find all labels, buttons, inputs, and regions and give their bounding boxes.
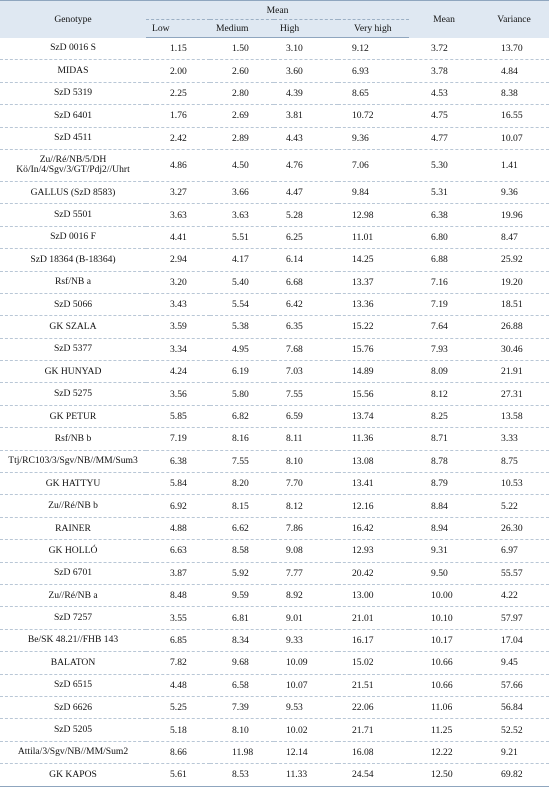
mean-cell: 7.16 xyxy=(409,271,479,293)
genotype-cell: GK KAPOS xyxy=(0,764,146,786)
variance-cell: 10.07 xyxy=(479,127,549,149)
table-row xyxy=(0,629,549,651)
very-high-cell: 9.84 xyxy=(338,181,409,203)
mean-cell: 8.84 xyxy=(409,495,479,517)
high-cell: 7.55 xyxy=(274,383,338,405)
very-high-cell: 9.12 xyxy=(338,38,409,60)
medium-cell: 2.89 xyxy=(210,127,274,149)
very-high-cell: 15.56 xyxy=(338,383,409,405)
medium-cell: 6.82 xyxy=(210,405,274,427)
high-cell: 8.12 xyxy=(274,495,338,517)
genotype-cell: SzD 5377 xyxy=(0,338,146,360)
very-high-cell: 24.54 xyxy=(338,764,409,786)
table-row xyxy=(0,226,549,248)
mean-cell: 5.31 xyxy=(409,181,479,203)
variance-cell: 26.30 xyxy=(479,517,549,539)
high-cell: 9.53 xyxy=(274,696,338,718)
table-row xyxy=(0,316,549,338)
medium-cell: 9.59 xyxy=(210,584,274,606)
variance-cell: 4.84 xyxy=(479,60,549,82)
low-cell: 4.48 xyxy=(146,674,210,696)
high-cell: 6.14 xyxy=(274,249,338,271)
low-cell: 7.82 xyxy=(146,652,210,674)
genotype-cell: SzD 4511 xyxy=(0,127,146,149)
table-row xyxy=(0,696,549,718)
low-cell: 5.18 xyxy=(146,719,210,741)
high-cell: 9.08 xyxy=(274,540,338,562)
low-header: Low xyxy=(146,20,210,38)
high-cell: 4.39 xyxy=(274,82,338,104)
low-cell: 3.43 xyxy=(146,293,210,315)
genotype-cell: SzD 6515 xyxy=(0,674,146,696)
low-cell: 3.34 xyxy=(146,338,210,360)
medium-cell: 7.39 xyxy=(210,696,274,718)
high-cell: 7.68 xyxy=(274,338,338,360)
table-row xyxy=(0,473,549,495)
mean-cell: 7.19 xyxy=(409,293,479,315)
very-high-cell: 7.06 xyxy=(338,149,409,181)
variance-cell: 4.22 xyxy=(479,584,549,606)
mean-cell: 3.78 xyxy=(409,60,479,82)
variance-cell: 26.88 xyxy=(479,316,549,338)
high-cell: 5.28 xyxy=(274,204,338,226)
table-header xyxy=(0,1,549,38)
mean-cell: 6.38 xyxy=(409,204,479,226)
medium-cell: 2.69 xyxy=(210,105,274,127)
medium-cell: 6.81 xyxy=(210,607,274,629)
low-cell: 5.84 xyxy=(146,473,210,495)
very-high-cell: 11.01 xyxy=(338,226,409,248)
variance-cell: 8.47 xyxy=(479,226,549,248)
very-high-cell: 21.01 xyxy=(338,607,409,629)
genotype-cell: GK HATTYU xyxy=(0,473,146,495)
very-high-cell: 21.51 xyxy=(338,674,409,696)
variance-cell: 56.84 xyxy=(479,696,549,718)
high-cell: 10.02 xyxy=(274,719,338,741)
high-cell: 3.10 xyxy=(274,38,338,60)
mean-cell: 6.80 xyxy=(409,226,479,248)
table-row xyxy=(0,181,549,203)
table-row xyxy=(0,82,549,104)
medium-cell: 4.17 xyxy=(210,249,274,271)
low-cell: 1.76 xyxy=(146,105,210,127)
mean-cell: 8.25 xyxy=(409,405,479,427)
very-high-cell: 9.36 xyxy=(338,127,409,149)
table-row xyxy=(0,338,549,360)
low-cell: 3.87 xyxy=(146,562,210,584)
genotype-cell: SzD 18364 (B-18364) xyxy=(0,249,146,271)
low-cell: 5.61 xyxy=(146,764,210,786)
high-cell: 6.68 xyxy=(274,271,338,293)
low-cell: 5.25 xyxy=(146,696,210,718)
table-row xyxy=(0,495,549,517)
variance-cell: 9.21 xyxy=(479,741,549,763)
high-cell: 8.10 xyxy=(274,450,338,472)
genotype-cell: SzD 7257 xyxy=(0,607,146,629)
table-row xyxy=(0,60,549,82)
low-cell: 6.92 xyxy=(146,495,210,517)
very-high-cell: 16.42 xyxy=(338,517,409,539)
table-row xyxy=(0,293,549,315)
table-row xyxy=(0,105,549,127)
genotype-cell: SzD 5066 xyxy=(0,293,146,315)
mean-cell: 8.09 xyxy=(409,361,479,383)
variance-cell: 3.33 xyxy=(479,428,549,450)
medium-cell: 8.10 xyxy=(210,719,274,741)
genotype-cell: SzD 5205 xyxy=(0,719,146,741)
variance-cell: 6.97 xyxy=(479,540,549,562)
high-cell: 4.43 xyxy=(274,127,338,149)
genotype-cell: SzD 6701 xyxy=(0,562,146,584)
high-cell: 8.11 xyxy=(274,428,338,450)
variance-cell: 25.92 xyxy=(479,249,549,271)
table-row xyxy=(0,405,549,427)
medium-cell: 8.34 xyxy=(210,629,274,651)
low-cell: 4.24 xyxy=(146,361,210,383)
table-body xyxy=(0,38,549,787)
genotype-cell: GALLUS (SzD 8583) xyxy=(0,181,146,203)
variance-cell: 8.75 xyxy=(479,450,549,472)
medium-cell: 3.63 xyxy=(210,204,274,226)
genotype-cell: SzD 0016 S xyxy=(0,38,146,60)
variance-cell: 30.46 xyxy=(479,338,549,360)
high-cell: 11.33 xyxy=(274,764,338,786)
high-cell: 10.09 xyxy=(274,652,338,674)
medium-cell: 2.80 xyxy=(210,82,274,104)
variance-cell: 57.97 xyxy=(479,607,549,629)
variance-cell: 21.91 xyxy=(479,361,549,383)
very-high-cell: 16.08 xyxy=(338,741,409,763)
table-row xyxy=(0,652,549,674)
genotype-cell: SzD 5501 xyxy=(0,204,146,226)
mean-cell: 8.79 xyxy=(409,473,479,495)
mean-cell: 4.77 xyxy=(409,127,479,149)
mean-header: Mean xyxy=(409,1,479,38)
genotype-cell: GK HUNYAD xyxy=(0,361,146,383)
medium-cell: 8.58 xyxy=(210,540,274,562)
table-row xyxy=(0,361,549,383)
table-row xyxy=(0,271,549,293)
medium-cell: 5.54 xyxy=(210,293,274,315)
medium-cell: 4.50 xyxy=(210,149,274,181)
mean-cell: 9.31 xyxy=(409,540,479,562)
genotype-cell: Rsf/NB b xyxy=(0,428,146,450)
variance-cell: 19.96 xyxy=(479,204,549,226)
very-high-cell: 14.25 xyxy=(338,249,409,271)
medium-cell: 9.68 xyxy=(210,652,274,674)
table-row xyxy=(0,428,549,450)
high-cell: 9.01 xyxy=(274,607,338,629)
variance-cell: 55.57 xyxy=(479,562,549,584)
mean-cell: 4.75 xyxy=(409,105,479,127)
variance-cell: 5.22 xyxy=(479,495,549,517)
low-cell: 4.86 xyxy=(146,149,210,181)
genotype-cell: Zu//Ré/NB b xyxy=(0,495,146,517)
medium-cell: 6.19 xyxy=(210,361,274,383)
genotype-header: Genotype xyxy=(0,1,146,38)
table-row xyxy=(0,149,549,181)
table-row xyxy=(0,127,549,149)
high-cell: 12.14 xyxy=(274,741,338,763)
variance-cell: 17.04 xyxy=(479,629,549,651)
low-cell: 2.00 xyxy=(146,60,210,82)
mean-cell: 12.22 xyxy=(409,741,479,763)
variance-cell: 13.70 xyxy=(479,38,549,60)
genotype-cell: Zu//Ré/NB/5/DH Kö/In/4/Sgv/3/GT/Pdj2//Uhrt xyxy=(0,149,146,181)
table-row xyxy=(0,764,549,786)
variance-cell: 10.53 xyxy=(479,473,549,495)
very-high-cell: 13.37 xyxy=(338,271,409,293)
low-cell: 7.19 xyxy=(146,428,210,450)
high-cell: 7.70 xyxy=(274,473,338,495)
table-row xyxy=(0,383,549,405)
table-row xyxy=(0,607,549,629)
medium-cell: 5.38 xyxy=(210,316,274,338)
medium-cell: 8.20 xyxy=(210,473,274,495)
low-cell: 6.38 xyxy=(146,450,210,472)
table-row xyxy=(0,741,549,763)
variance-cell: 1.41 xyxy=(479,149,549,181)
low-cell: 2.42 xyxy=(146,127,210,149)
low-cell: 5.85 xyxy=(146,405,210,427)
medium-cell: 7.55 xyxy=(210,450,274,472)
mean-cell: 7.64 xyxy=(409,316,479,338)
very-high-cell: 13.41 xyxy=(338,473,409,495)
medium-cell: 5.40 xyxy=(210,271,274,293)
genotype-cell: Attila/3/Sgv/NB//MM/Sum2 xyxy=(0,741,146,763)
very-high-cell: 12.93 xyxy=(338,540,409,562)
variance-cell: 57.66 xyxy=(479,674,549,696)
high-cell: 7.77 xyxy=(274,562,338,584)
low-cell: 1.15 xyxy=(146,38,210,60)
low-cell: 3.55 xyxy=(146,607,210,629)
very-high-cell: 13.00 xyxy=(338,584,409,606)
genotype-cell: SzD 5275 xyxy=(0,383,146,405)
low-cell: 8.48 xyxy=(146,584,210,606)
low-cell: 6.85 xyxy=(146,629,210,651)
high-header: High xyxy=(274,20,338,38)
variance-cell: 19.20 xyxy=(479,271,549,293)
high-cell: 3.60 xyxy=(274,60,338,82)
medium-cell: 11.98 xyxy=(210,741,274,763)
very-high-cell: 21.71 xyxy=(338,719,409,741)
genotype-cell: Ttj/RC103/3/Sgv/NB//MM/Sum3 xyxy=(0,450,146,472)
mean-cell: 10.10 xyxy=(409,607,479,629)
mean-cell: 8.12 xyxy=(409,383,479,405)
mean-cell: 12.50 xyxy=(409,764,479,786)
high-cell: 6.25 xyxy=(274,226,338,248)
high-cell: 3.81 xyxy=(274,105,338,127)
mean-cell: 10.66 xyxy=(409,652,479,674)
variance-header: Variance xyxy=(479,1,549,38)
very-high-cell: 15.02 xyxy=(338,652,409,674)
very-high-cell: 12.98 xyxy=(338,204,409,226)
mean-cell: 10.66 xyxy=(409,674,479,696)
variance-cell: 52.52 xyxy=(479,719,549,741)
table-row xyxy=(0,540,549,562)
high-cell: 4.47 xyxy=(274,181,338,203)
variance-cell: 16.55 xyxy=(479,105,549,127)
genotype-cell: Zu//Ré/NB a xyxy=(0,584,146,606)
mean-cell: 7.93 xyxy=(409,338,479,360)
genotype-cell: Rsf/NB a xyxy=(0,271,146,293)
low-cell: 2.25 xyxy=(146,82,210,104)
table-row xyxy=(0,674,549,696)
table-row xyxy=(0,562,549,584)
very-high-cell: 20.42 xyxy=(338,562,409,584)
low-cell: 2.94 xyxy=(146,249,210,271)
table-row xyxy=(0,719,549,741)
variance-cell: 9.45 xyxy=(479,652,549,674)
very-high-cell: 11.36 xyxy=(338,428,409,450)
high-cell: 7.03 xyxy=(274,361,338,383)
medium-cell: 6.62 xyxy=(210,517,274,539)
table-row xyxy=(0,249,549,271)
genotype-cell: SzD 0016 F xyxy=(0,226,146,248)
table-row xyxy=(0,38,549,60)
mean-cell: 10.00 xyxy=(409,584,479,606)
high-cell: 9.33 xyxy=(274,629,338,651)
table-row xyxy=(0,450,549,472)
medium-cell: 2.60 xyxy=(210,60,274,82)
high-cell: 6.35 xyxy=(274,316,338,338)
very-high-cell: 13.36 xyxy=(338,293,409,315)
low-cell: 8.66 xyxy=(146,741,210,763)
low-cell: 4.41 xyxy=(146,226,210,248)
high-cell: 8.92 xyxy=(274,584,338,606)
high-cell: 10.07 xyxy=(274,674,338,696)
medium-cell: 8.53 xyxy=(210,764,274,786)
mean-cell: 8.71 xyxy=(409,428,479,450)
very-high-cell: 6.93 xyxy=(338,60,409,82)
mean-cell: 9.50 xyxy=(409,562,479,584)
variance-cell: 8.38 xyxy=(479,82,549,104)
low-cell: 3.20 xyxy=(146,271,210,293)
mean-cell: 5.30 xyxy=(409,149,479,181)
genotype-cell: GK HOLLÓ xyxy=(0,540,146,562)
very-high-cell: 22.06 xyxy=(338,696,409,718)
medium-cell: 8.15 xyxy=(210,495,274,517)
very-high-cell: 8.65 xyxy=(338,82,409,104)
genotype-cell: SzD 6626 xyxy=(0,696,146,718)
low-cell: 3.27 xyxy=(146,181,210,203)
very-high-cell: 13.74 xyxy=(338,405,409,427)
table-row xyxy=(0,204,549,226)
very-high-cell: 14.89 xyxy=(338,361,409,383)
genotype-cell: GK SZALA xyxy=(0,316,146,338)
variance-cell: 9.36 xyxy=(479,181,549,203)
low-cell: 3.63 xyxy=(146,204,210,226)
high-cell: 6.59 xyxy=(274,405,338,427)
high-cell: 7.86 xyxy=(274,517,338,539)
medium-cell: 8.16 xyxy=(210,428,274,450)
mean-cell: 4.53 xyxy=(409,82,479,104)
genotype-cell: MIDAS xyxy=(0,60,146,82)
variance-cell: 69.82 xyxy=(479,764,549,786)
low-cell: 4.88 xyxy=(146,517,210,539)
medium-cell: 5.51 xyxy=(210,226,274,248)
mean-group-header: Mean xyxy=(146,1,409,20)
table-row xyxy=(0,517,549,539)
genotype-cell: Be/SK 48.21//FHB 143 xyxy=(0,629,146,651)
mean-cell: 3.72 xyxy=(409,38,479,60)
variance-cell: 13.58 xyxy=(479,405,549,427)
very-high-cell: 15.76 xyxy=(338,338,409,360)
genotype-cell: RAINER xyxy=(0,517,146,539)
very-high-header: Very high xyxy=(338,20,409,38)
medium-cell: 4.95 xyxy=(210,338,274,360)
genotype-cell: BALATON xyxy=(0,652,146,674)
medium-cell: 3.66 xyxy=(210,181,274,203)
low-cell: 6.63 xyxy=(146,540,210,562)
medium-cell: 6.58 xyxy=(210,674,274,696)
very-high-cell: 10.72 xyxy=(338,105,409,127)
mean-cell: 6.88 xyxy=(409,249,479,271)
medium-cell: 5.92 xyxy=(210,562,274,584)
mean-cell: 10.17 xyxy=(409,629,479,651)
very-high-cell: 15.22 xyxy=(338,316,409,338)
medium-header: Medium xyxy=(210,20,274,38)
genotype-cell: GK PETUR xyxy=(0,405,146,427)
high-cell: 4.76 xyxy=(274,149,338,181)
mean-cell: 11.06 xyxy=(409,696,479,718)
very-high-cell: 12.16 xyxy=(338,495,409,517)
low-cell: 3.56 xyxy=(146,383,210,405)
mean-cell: 8.94 xyxy=(409,517,479,539)
low-cell: 3.59 xyxy=(146,316,210,338)
table-row xyxy=(0,584,549,606)
genotype-cell: SzD 5319 xyxy=(0,82,146,104)
medium-cell: 5.80 xyxy=(210,383,274,405)
high-cell: 6.42 xyxy=(274,293,338,315)
medium-cell: 1.50 xyxy=(210,38,274,60)
mean-cell: 8.78 xyxy=(409,450,479,472)
very-high-cell: 13.08 xyxy=(338,450,409,472)
variance-cell: 18.51 xyxy=(479,293,549,315)
variance-cell: 27.31 xyxy=(479,383,549,405)
mean-cell: 11.25 xyxy=(409,719,479,741)
genotype-cell: SzD 6401 xyxy=(0,105,146,127)
very-high-cell: 16.17 xyxy=(338,629,409,651)
